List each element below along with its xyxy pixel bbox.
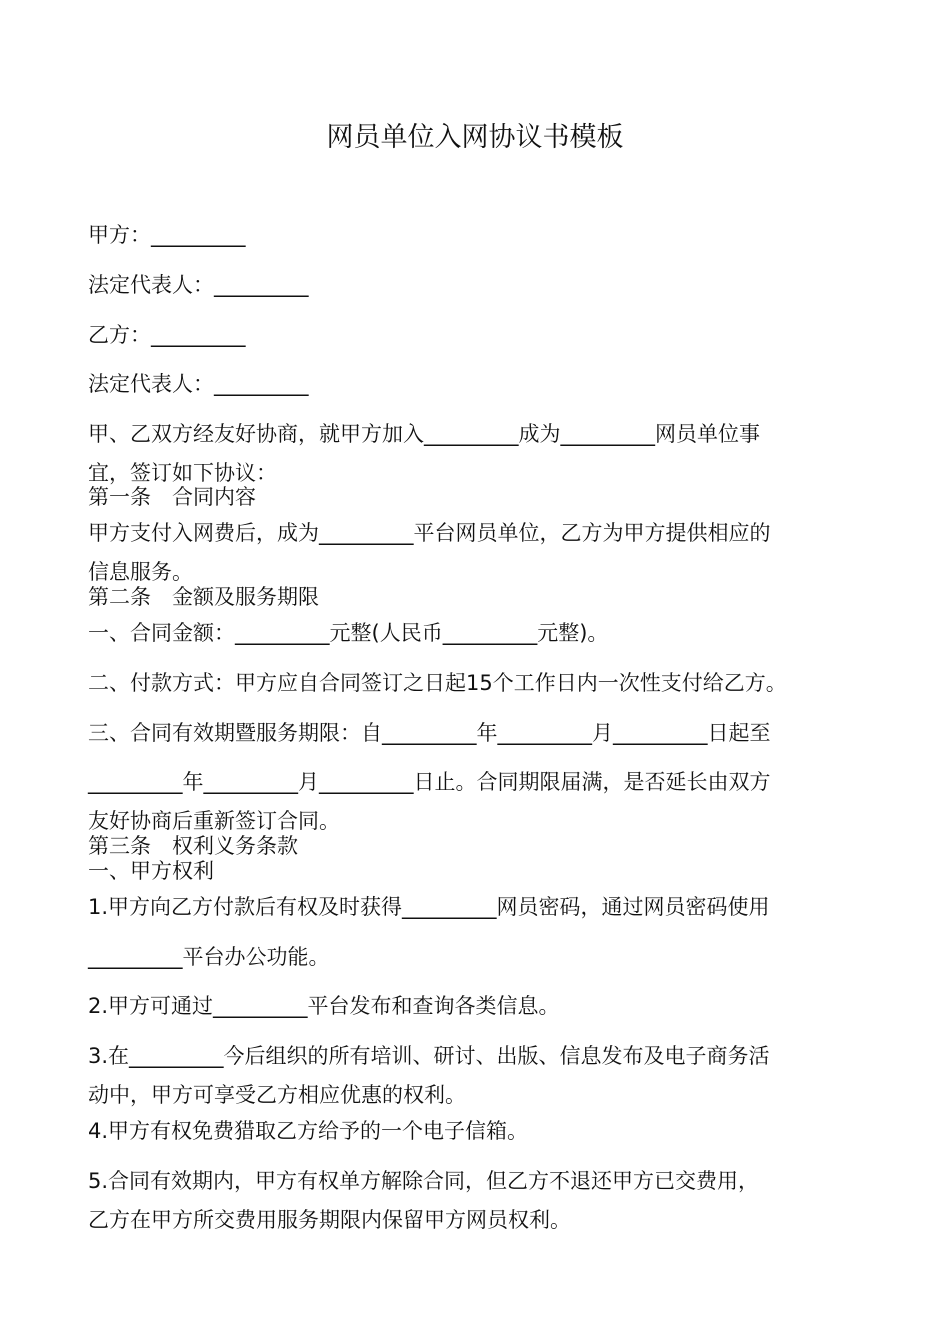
right-3-line-1: 3.在_________今后组织的所有培训、研讨、出版、信息发布及电子商务活 (88, 1044, 770, 1068)
party-a-representative-line: 法定代表人：_________ (88, 273, 309, 297)
contract-amount-line: 一、合同金额：_________元整(人民币_________元整)。 (88, 621, 609, 645)
validity-period-line-3: 友好协商后重新签订合同。 (88, 809, 340, 833)
document-title: 网员单位入网协议书模板 (326, 122, 624, 153)
right-2-line: 2.甲方可通过_________平台发布和查询各类信息。 (88, 994, 560, 1018)
right-5-line-1: 5.合同有效期内，甲方有权单方解除合同，但乙方不退还甲方已交费用， (88, 1169, 760, 1193)
party-b-line: 乙方：_________ (88, 323, 246, 347)
party-b-representative-line: 法定代表人：_________ (88, 372, 309, 396)
article-2-heading: 第二条 金额及服务期限 (88, 585, 319, 609)
right-3-line-2: 动中，甲方可享受乙方相应优惠的权利。 (88, 1083, 466, 1107)
party-a-rights-heading: 一、甲方权利 (88, 859, 214, 883)
article-1-heading: 第一条 合同内容 (88, 485, 256, 509)
right-1-line-2: _________平台办公功能。 (88, 945, 330, 969)
right-1-line-1: 1.甲方向乙方付款后有权及时获得_________网员密码，通过网员密码使用 (88, 895, 770, 919)
preamble-line-1: 甲、乙双方经友好协商，就甲方加入_________成为_________网员单位事 (88, 422, 760, 446)
payment-method-line: 二、付款方式：甲方应自合同签订之日起15个工作日内一次性支付给乙方。 (88, 671, 787, 695)
article-1-line-1: 甲方支付入网费后，成为_________平台网员单位，乙方为甲方提供相应的 (88, 521, 771, 545)
right-4-line: 4.甲方有权免费猎取乙方给予的一个电子信箱。 (88, 1119, 529, 1143)
validity-period-line-1: 三、合同有效期暨服务期限：自_________年_________月_________日起至 (88, 721, 771, 745)
article-3-heading: 第三条 权利义务条款 (88, 834, 298, 858)
preamble-line-2: 宜，签订如下协议： (88, 461, 277, 485)
article-1-line-2: 信息服务。 (88, 560, 193, 584)
validity-period-line-2: _________年_________月_________日止。合同期限届满，是否延长由双方 (88, 770, 771, 794)
right-5-line-2: 乙方在甲方所交费用服务期限内保留甲方网员权利。 (88, 1208, 571, 1232)
party-a-line: 甲方：_________ (88, 223, 246, 247)
